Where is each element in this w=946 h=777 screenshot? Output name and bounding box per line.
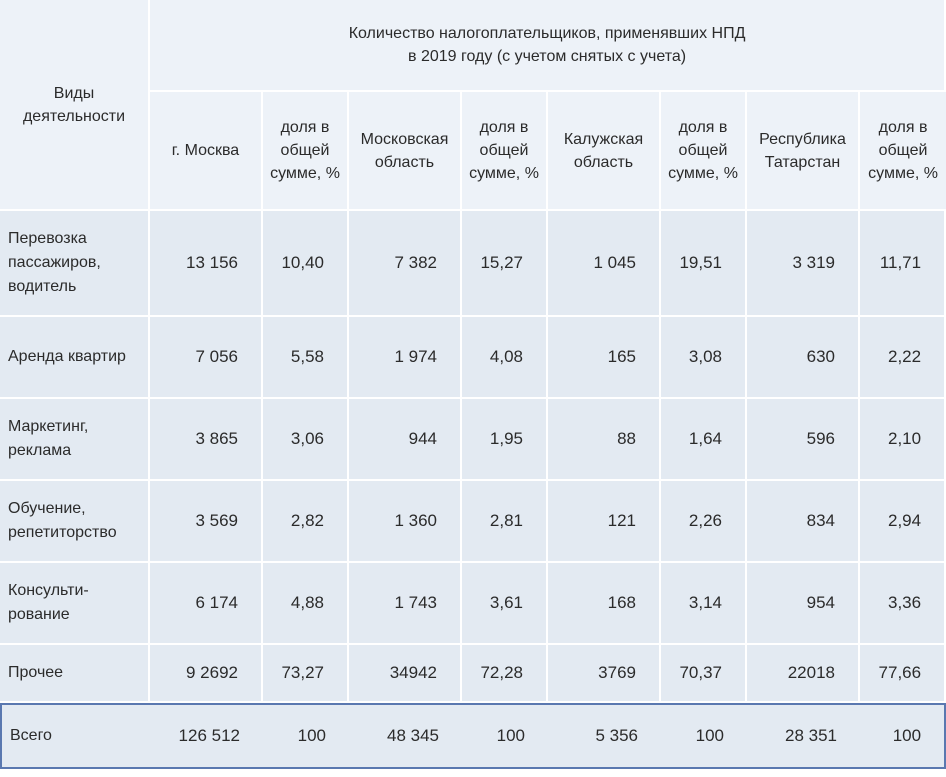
col-header-label: доля в общей сумме, % [868, 119, 938, 182]
table-cell: 944 [349, 399, 462, 481]
table-cell: 4,88 [263, 563, 349, 645]
table-cell: 165 [548, 317, 661, 399]
table-cell: 6 174 [150, 563, 263, 645]
table-cell: 70,37 [661, 645, 747, 703]
table-cell: 88 [548, 399, 661, 481]
table-cell: 2,81 [462, 481, 548, 563]
table-cell: 100 [860, 703, 946, 769]
table-cell: 9 2692 [150, 645, 263, 703]
table-cell: 48 345 [349, 703, 462, 769]
total-row [0, 703, 946, 769]
table-cell: 1 360 [349, 481, 462, 563]
row-label: Перевозка пассажиров, водитель [0, 211, 150, 317]
table-cell: 1,95 [462, 399, 548, 481]
table-cell: 3,08 [661, 317, 747, 399]
table-cell: 126 512 [150, 703, 263, 769]
table-cell: 2,82 [263, 481, 349, 563]
table-cell: 10,40 [263, 211, 349, 317]
table-cell: 2,22 [860, 317, 946, 399]
col-header-moscow-region [349, 92, 462, 211]
table-cell: 3,36 [860, 563, 946, 645]
col-header-kaluga-region [548, 92, 661, 211]
table-cell: 73,27 [263, 645, 349, 703]
table-cell: 1 045 [548, 211, 661, 317]
table-cell: 5,58 [263, 317, 349, 399]
activity-column-header [0, 0, 150, 211]
table-cell: 72,28 [462, 645, 548, 703]
table-row [0, 317, 946, 399]
table-row [0, 563, 946, 645]
table-cell: 13 156 [150, 211, 263, 317]
table-cell: 3 865 [150, 399, 263, 481]
row-label: Консульти-рование [0, 563, 150, 645]
col-header-label: Московская область [360, 130, 449, 171]
group-title [150, 0, 946, 92]
header-row-top [0, 0, 946, 92]
row-label: Прочее [0, 645, 150, 703]
table-cell: 1,64 [661, 399, 747, 481]
col-header-label: г. Москва [171, 142, 240, 159]
table-cell: 121 [548, 481, 661, 563]
activity-header-label: Виды деятельности [22, 84, 126, 125]
group-title-line2: в 2019 году (с учетом снятых с учета) [408, 48, 687, 65]
table-row [0, 211, 946, 317]
table-cell: 954 [747, 563, 860, 645]
table-cell: 596 [747, 399, 860, 481]
table-cell: 3,06 [263, 399, 349, 481]
table-cell: 22018 [747, 645, 860, 703]
col-header-share [661, 92, 747, 211]
col-header-label: доля в общей сумме, % [270, 119, 340, 182]
table-cell: 15,27 [462, 211, 548, 317]
col-header-moscow [150, 92, 263, 211]
table-cell: 11,71 [860, 211, 946, 317]
table-cell: 1 974 [349, 317, 462, 399]
table-cell: 5 356 [548, 703, 661, 769]
row-label: Маркетинг, реклама [0, 399, 150, 481]
table-cell: 630 [747, 317, 860, 399]
table-cell: 34942 [349, 645, 462, 703]
table-cell: 2,26 [661, 481, 747, 563]
table-row [0, 399, 946, 481]
col-header-label: Калужская область [563, 130, 644, 171]
table-cell: 168 [548, 563, 661, 645]
table-cell: 4,08 [462, 317, 548, 399]
total-label: Всего [0, 703, 150, 769]
col-header-label: доля в общей сумме, % [668, 119, 738, 182]
table-cell: 7 382 [349, 211, 462, 317]
table-cell: 100 [462, 703, 548, 769]
group-title-line1: Количество налогоплательщиков, применявших НПД [348, 25, 746, 42]
table-cell: 3 569 [150, 481, 263, 563]
table-cell: 28 351 [747, 703, 860, 769]
table-cell: 77,66 [860, 645, 946, 703]
row-label: Обучение, репетиторство [0, 481, 150, 563]
table-cell: 2,10 [860, 399, 946, 481]
table-cell: 100 [661, 703, 747, 769]
table-cell: 834 [747, 481, 860, 563]
table-cell: 7 056 [150, 317, 263, 399]
table-cell: 3769 [548, 645, 661, 703]
col-header-label: Республика Татарстан [759, 130, 846, 171]
col-header-share [860, 92, 946, 211]
table-cell: 19,51 [661, 211, 747, 317]
col-header-label: доля в общей сумме, % [469, 119, 539, 182]
table-row [0, 481, 946, 563]
table-cell: 2,94 [860, 481, 946, 563]
table-cell: 3,61 [462, 563, 548, 645]
table-row [0, 645, 946, 703]
col-header-share [263, 92, 349, 211]
col-header-share [462, 92, 548, 211]
row-label: Аренда квартир [0, 317, 150, 399]
table-cell: 100 [263, 703, 349, 769]
col-header-tatarstan [747, 92, 860, 211]
table-cell: 3,14 [661, 563, 747, 645]
table-cell: 1 743 [349, 563, 462, 645]
table-cell: 3 319 [747, 211, 860, 317]
